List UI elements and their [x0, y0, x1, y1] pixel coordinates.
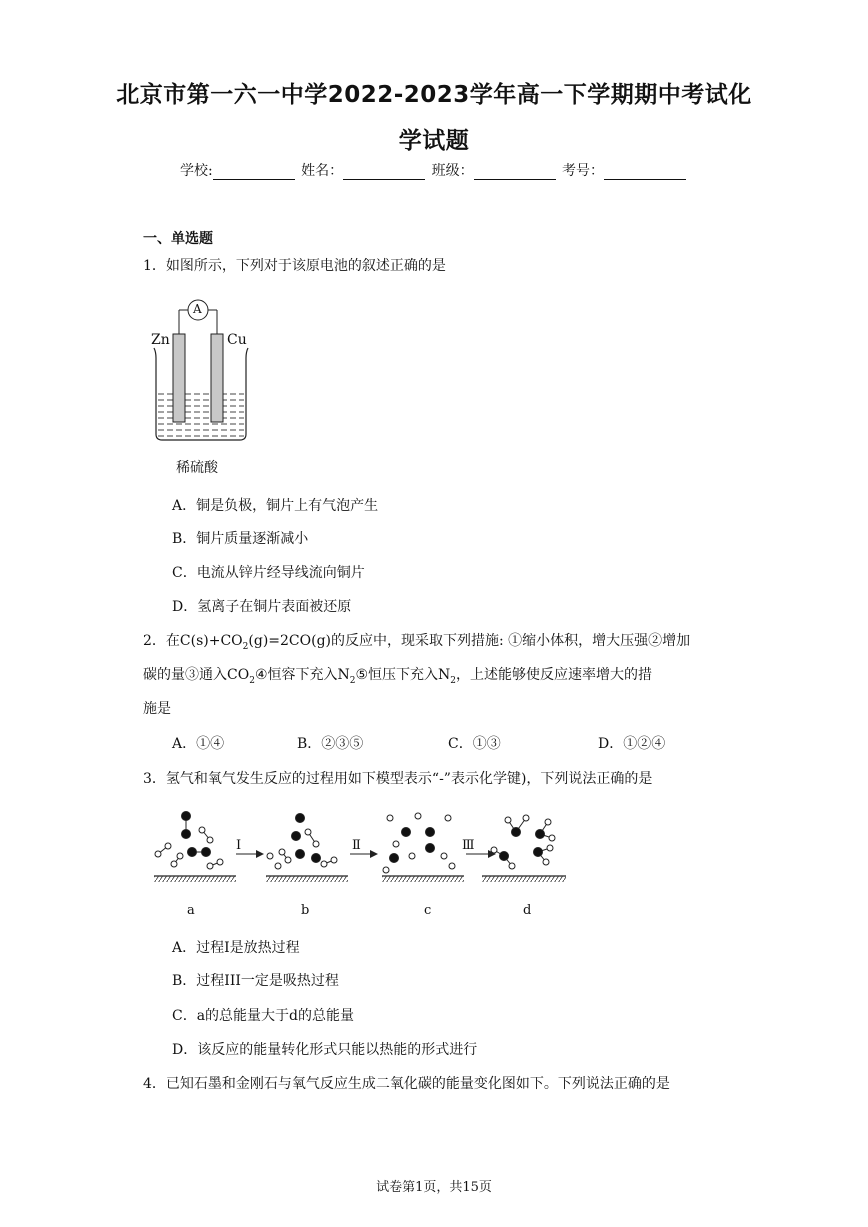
q1-stem: 1．如图所示，下列对于该原电池的叙述正确的是	[143, 258, 446, 274]
q1-option-a[interactable]: A．铜是负极，铜片上有气泡产生	[172, 498, 379, 514]
exam-number-blank[interactable]	[604, 165, 686, 180]
panel-d-water-molecules	[491, 815, 555, 869]
section-heading: 一、单选题	[143, 231, 213, 247]
panel-label-b: b	[301, 903, 310, 918]
student-info-row	[0, 160, 868, 180]
q4-stem: 4．已知石墨和金刚石与氧气反应生成二氧化碳的能量变化图如下。下列说法正确的是	[143, 1076, 670, 1092]
q2-line2: 碳的量③通入$CO_2④$恒容下充入$N_2⑤$恒压下充入$N_2$，上述能够使反应速率增大的措	[143, 667, 653, 686]
panel-label-d: d	[523, 903, 532, 918]
galvanic-cell-figure	[148, 296, 258, 446]
q3-stem: 3．氢气和氧气发生反应的过程用如下模型表示“-”表示化学键)，下列说法正确的是	[143, 771, 653, 787]
arrow-label-3: Ⅲ	[462, 838, 475, 853]
q3-option-c[interactable]: C．a的总能量大于d的总能量	[172, 1008, 355, 1024]
q1-option-b[interactable]: B．铜片质量逐渐减小	[172, 531, 309, 547]
q2-option-d[interactable]: D．①②④	[598, 736, 666, 752]
q1-option-c[interactable]: C．电流从锌片经导线流向铜片	[172, 565, 365, 581]
ammeter-label: A	[193, 302, 202, 316]
name-label: 姓名：	[301, 163, 344, 179]
arrow-label-2: Ⅱ	[352, 838, 361, 853]
q2-option-c[interactable]: C．①③	[448, 736, 501, 752]
q3-option-a[interactable]: A．过程I是放热过程	[172, 940, 300, 956]
panel-c-atoms	[383, 813, 455, 873]
catalyst-surfaces	[154, 876, 566, 882]
zn-label: Zn	[151, 332, 170, 348]
panel-a-molecules	[155, 812, 223, 870]
page-title-line1: 北京市第一六一中学2022-2023学年高一下学期期中考试化	[116, 82, 752, 108]
h2-o2-reaction-model	[148, 808, 578, 890]
page-title-line2: 学试题	[398, 128, 470, 154]
q2-option-a[interactable]: A．①④	[172, 736, 225, 752]
panel-label-c: c	[424, 903, 432, 918]
class-blank[interactable]	[474, 165, 556, 180]
exam-number-label: 考号：	[562, 163, 605, 179]
name-blank[interactable]	[343, 165, 425, 180]
q2-line1: 2．在$C(s)+CO_2(g)=2CO(g)$的反应中，现采取下列措施: ①缩小体积，增大压强②增加	[143, 633, 691, 652]
class-label: 班级：	[431, 163, 474, 179]
q3-option-d[interactable]: D．该反应的能量转化形式只能以热能的形式进行	[172, 1042, 478, 1058]
school-blank[interactable]	[213, 165, 295, 180]
liquid-lines	[158, 394, 244, 436]
q2-option-b[interactable]: B．②③⑤	[297, 736, 364, 752]
zinc-electrode	[173, 334, 185, 422]
q1-option-d[interactable]: D．氢离子在铜片表面被还原	[172, 599, 352, 615]
panel-b-molecules	[267, 814, 337, 870]
copper-electrode	[211, 334, 223, 422]
school-label: 学校:	[179, 163, 213, 179]
panel-label-a: a	[187, 903, 195, 918]
electrolyte-label: 稀硫酸	[176, 460, 218, 476]
q3-option-b[interactable]: B．过程III一定是吸热过程	[172, 973, 339, 989]
cu-label: Cu	[227, 332, 247, 348]
q2-line3: 施是	[143, 701, 171, 717]
page-footer: 试卷第1页，共15页	[376, 1180, 492, 1195]
arrow-label-1: I	[236, 838, 242, 853]
